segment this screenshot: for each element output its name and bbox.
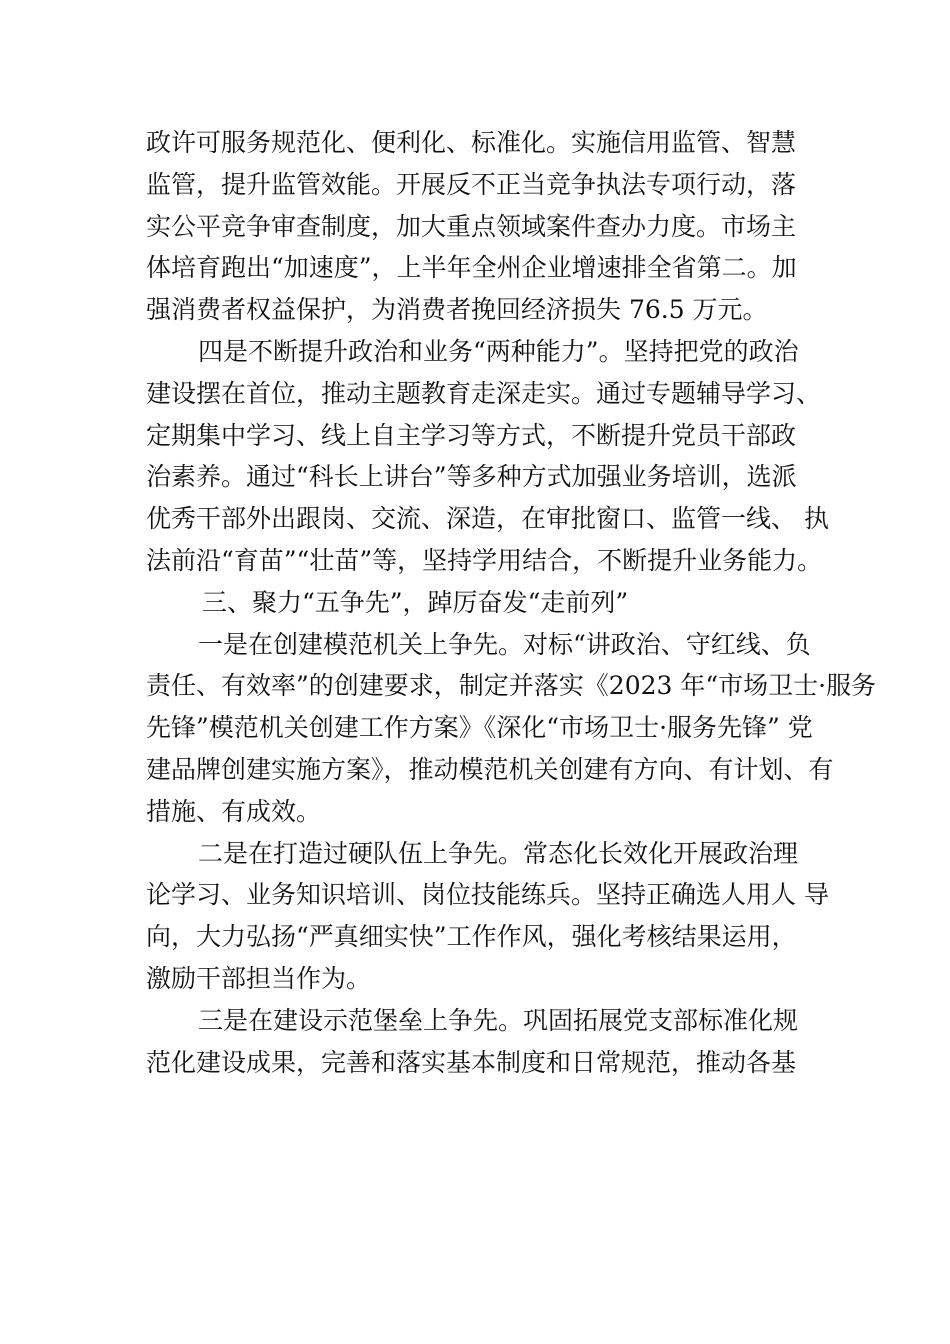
document-body — [146, 122, 877, 1083]
section-heading: 三、聚力“五争先”，踔厉奋发“走前列” — [202, 587, 629, 617]
paragraph-first-line: 四是不断提升政治和业务“两种能力”。坚持把党的政治 — [198, 336, 799, 366]
text-line: 法前沿“育苗”“壮苗”等，坚持学用结合，不断提升业务能力。 — [146, 545, 823, 575]
paragraph-first-line: 一是在创建模范机关上争先。对标“讲政治、守红线、负 — [198, 629, 811, 659]
text-line: 论学习、业务知识培训、岗位技能练兵。坚持正确选人用人 导 — [146, 880, 829, 910]
text-line: 定期集中学习、线上自主学习等方式，不断提升党员干部政 — [146, 420, 797, 450]
text-line: 范化建设成果，完善和落实基本制度和日常规范，推动各基 — [146, 1047, 797, 1077]
text-line: 强消费者权益保护，为消费者挽回经济损失 76.5 万元。 — [146, 295, 768, 325]
paragraph-first-line: 二是在打造过硬队伍上争先。常态化长效化开展政治理 — [198, 838, 799, 868]
paragraph-first-line: 三是在建设示范堡垒上争先。巩固拓展党支部标准化规 — [198, 1005, 799, 1035]
text-line: 向，大力弘扬“严真细实快”工作作风，强化考核结果运用， — [146, 922, 797, 952]
text-line: 政许可服务规范化、便利化、标准化。实施信用监管、智慧 — [146, 128, 797, 157]
text-line: 优秀干部外出跟岗、交流、深造，在审批窗口、监管一线、 执 — [146, 504, 829, 534]
text-line: 先锋”模范机关创建工作方案》《深化“市场卫士·服务先锋” 党 — [146, 713, 813, 743]
text-line: 责任、有效率”的创建要求，制定并落实《2023 年“市场卫士·服务 — [146, 671, 877, 701]
text-line: 治素养。通过“科长上讲台”等多种方式加强业务培训，选派 — [146, 462, 797, 492]
text-line: 体培育跑出“加速度”，上半年全州企业增速排全省第二。加 — [146, 253, 797, 283]
text-line: 建设摆在首位，推动主题教育走深走实。通过专题辅导学习、 — [146, 378, 822, 408]
text-line: 措施、有成效。 — [146, 796, 322, 826]
text-line: 监管，提升监管效能。开展反不正当竞争执法专项行动，落 — [146, 169, 797, 199]
text-line: 激励干部担当作为。 — [146, 963, 372, 993]
text-line: 建品牌创建实施方案》，推动模范机关创建有方向、有计划、有 — [146, 754, 834, 784]
text-line: 实公平竞争审查制度，加大重点领域案件查办力度。市场主 — [146, 211, 797, 241]
